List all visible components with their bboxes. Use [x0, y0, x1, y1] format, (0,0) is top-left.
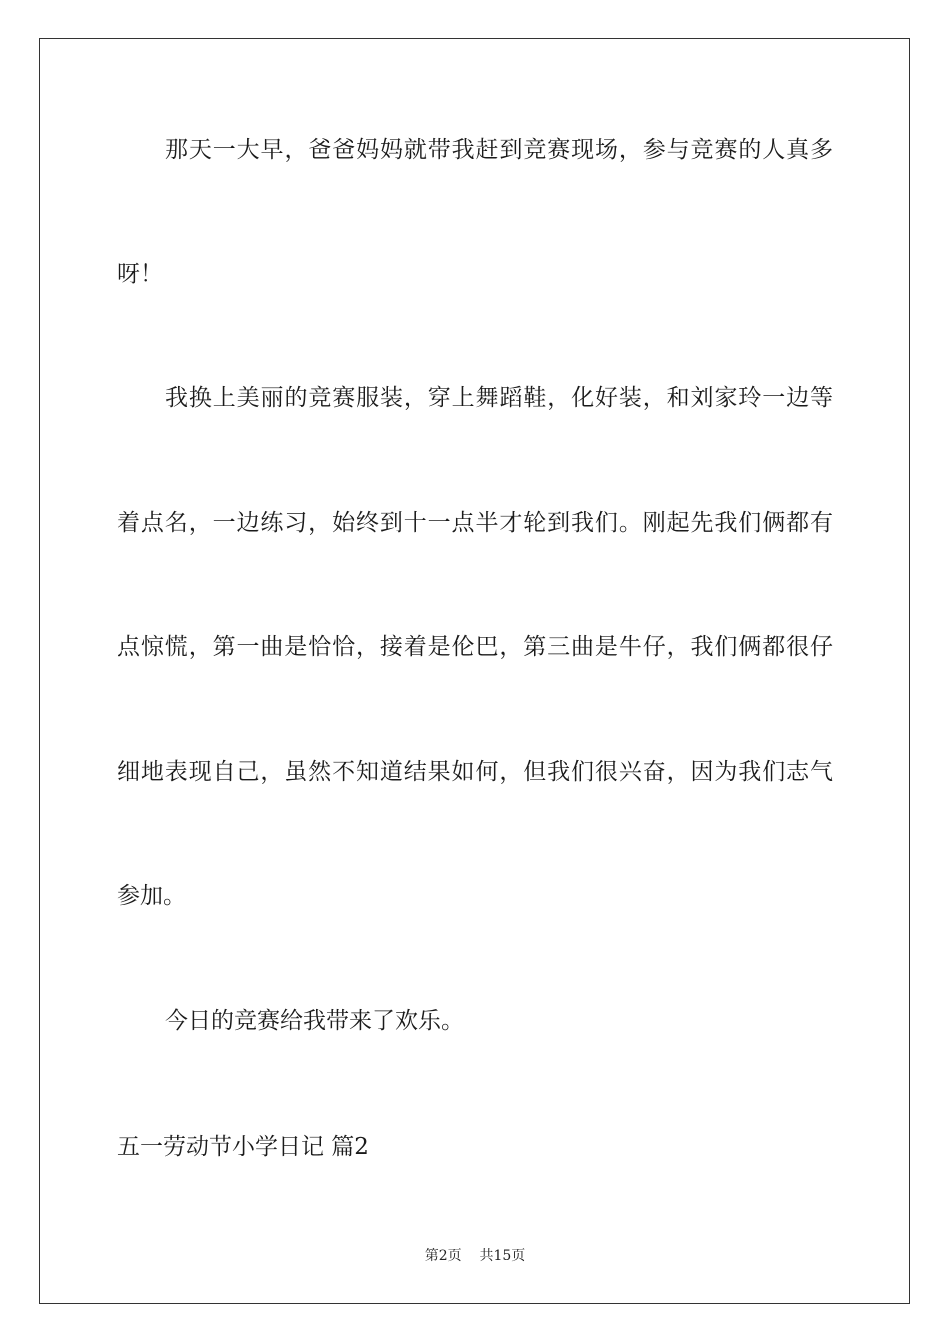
- paragraph-3-line-1: 今日的竞赛给我带来了欢乐。: [165, 1008, 464, 1034]
- page-border: [39, 38, 910, 1304]
- section-heading: 五一劳动节小学日记 篇2: [117, 1134, 369, 1160]
- paragraph-1-line-2: 呀！: [117, 261, 163, 287]
- paragraph-2-line-4: 细地表现自己，虽然不知道结果如何，但我们很兴奋，因为我们志气: [117, 759, 833, 785]
- paragraph-2-line-5: 参加。: [117, 883, 186, 909]
- paragraph-2-line-3: 点惊慌，第一曲是恰恰，接着是伦巴，第三曲是牛仔，我们俩都很仔: [117, 634, 833, 660]
- paragraph-2-line-1: 我换上美丽的竞赛服装，穿上舞蹈鞋，化好装，和刘家玲一边等: [165, 385, 833, 411]
- page-footer: 第2页 共15页: [424, 1248, 526, 1264]
- paragraph-2-line-2: 着点名，一边练习，始终到十一点半才轮到我们。刚起先我们俩都有: [117, 510, 833, 536]
- paragraph-1-line-1: 那天一大早，爸爸妈妈就带我赶到竞赛现场，参与竞赛的人真多: [165, 137, 833, 163]
